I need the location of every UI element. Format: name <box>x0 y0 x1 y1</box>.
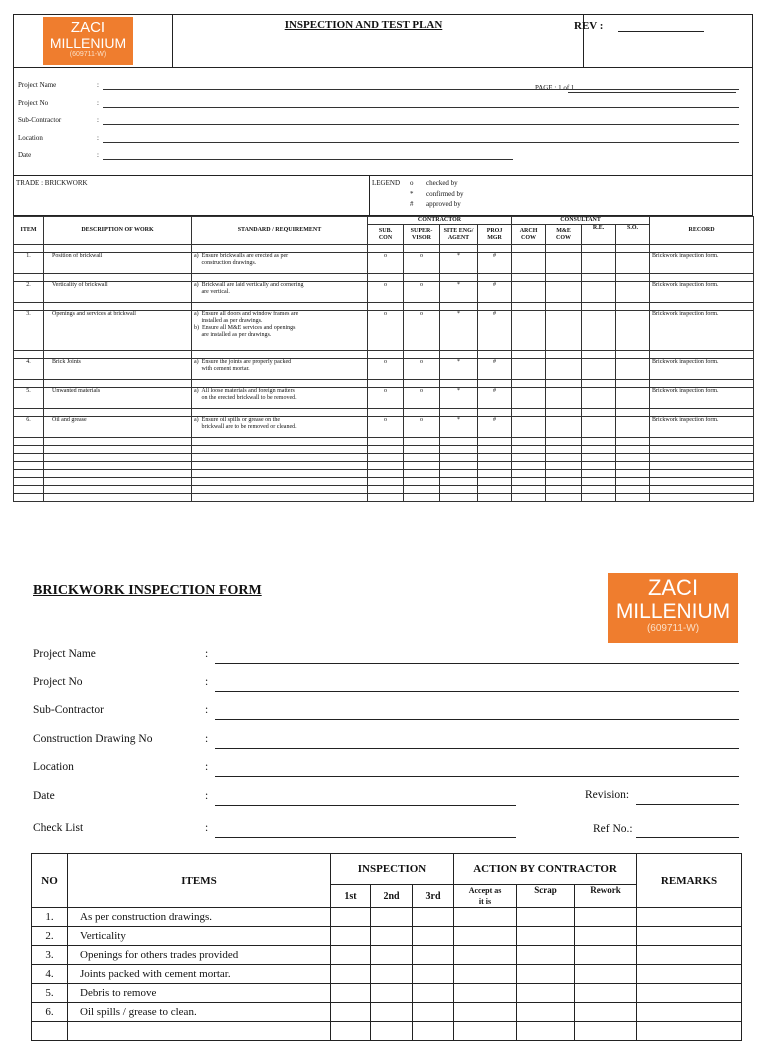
itp-field-label: Sub-Contractor <box>18 116 62 124</box>
standard-line: with cement mortar. <box>194 366 250 372</box>
approval-mark: o <box>368 282 404 303</box>
itp-legend-label: LEGEND <box>372 179 400 187</box>
item-record: Brickwork inspection form. <box>650 388 754 409</box>
checklist-cell[interactable] <box>517 984 575 1003</box>
checklist-cell[interactable] <box>413 965 454 984</box>
approval-mark: * <box>440 311 478 351</box>
legend-symbol: o <box>410 179 414 187</box>
approval-mark: * <box>440 388 478 409</box>
table-row <box>14 494 754 502</box>
approval-mark: o <box>404 417 440 438</box>
checklist-item: As per construction drawings. <box>68 908 331 927</box>
col-standard: STANDARD / REQUIREMENT <box>192 217 368 245</box>
checklist-cell[interactable] <box>575 946 637 965</box>
approval-mark: o <box>404 388 440 409</box>
item-standard <box>192 388 368 409</box>
table-row <box>14 478 754 486</box>
logo-line-3: (609711-W) <box>646 623 700 634</box>
checklist-cell[interactable] <box>331 946 371 965</box>
consultant-cell[interactable] <box>616 311 650 351</box>
checklist-cell[interactable] <box>637 965 742 984</box>
table-row <box>32 984 742 1003</box>
itp-field-label: Project No <box>18 99 49 107</box>
table-row <box>14 470 754 478</box>
approval-mark: o <box>368 417 404 438</box>
table-row <box>32 1003 742 1022</box>
consultant-cell[interactable] <box>616 282 650 303</box>
legend-symbol: * <box>410 190 414 198</box>
itp-field-input[interactable] <box>103 159 513 160</box>
item-description: Oil and grease <box>44 417 192 438</box>
approval-mark: o <box>404 253 440 274</box>
checklist-cell[interactable] <box>517 1003 575 1022</box>
table-row <box>14 454 754 462</box>
checklist-cell[interactable] <box>637 1003 742 1022</box>
form-field-label: Sub-Contractor <box>33 704 104 716</box>
col-record: RECORD <box>650 217 754 245</box>
consultant-cell[interactable] <box>512 253 546 274</box>
itp-trade-box <box>13 176 753 216</box>
item-record: Brickwork inspection form. <box>650 417 754 438</box>
table-row <box>32 1022 742 1041</box>
checklist-cell[interactable] <box>413 1003 454 1022</box>
consultant-cell[interactable] <box>546 253 582 274</box>
form-field-colon: : <box>205 704 209 716</box>
standard-line: on the erected brickwall to be removed. <box>194 395 297 401</box>
table-row <box>14 409 754 417</box>
checklist-cell[interactable] <box>575 1003 637 1022</box>
item-description: Openings and services at brickwall <box>44 311 192 351</box>
standard-line: a) Ensure the joints are properly packed <box>194 359 292 365</box>
table-row <box>14 253 754 274</box>
legend-symbol: # <box>410 200 414 208</box>
itp-title: INSPECTION AND TEST PLAN <box>284 19 443 31</box>
checklist-cell[interactable] <box>454 965 517 984</box>
item-standard <box>192 417 368 438</box>
col-no: NO <box>32 854 68 908</box>
checklist-cell[interactable] <box>575 965 637 984</box>
checklist-cell[interactable] <box>517 927 575 946</box>
form-field-input[interactable] <box>215 719 739 720</box>
checklist-cell[interactable] <box>517 946 575 965</box>
checklist-number: 3. <box>32 946 68 965</box>
checklist-cell[interactable] <box>637 946 742 965</box>
logo-line-1: ZACI <box>70 19 106 36</box>
approval-mark: * <box>440 359 478 380</box>
table-row <box>14 438 754 446</box>
col-action: ACTION BY CONTRACTOR <box>454 854 637 885</box>
checklist-cell[interactable] <box>413 927 454 946</box>
checklist-cell[interactable] <box>517 965 575 984</box>
approval-mark: * <box>440 253 478 274</box>
item-record: Brickwork inspection form. <box>650 359 754 380</box>
checklist-cell[interactable] <box>575 908 637 927</box>
checklist-cell[interactable] <box>331 1003 371 1022</box>
consultant-cell[interactable] <box>546 417 582 438</box>
checklist-item: Oil spills / grease to clean. <box>68 1003 331 1022</box>
revision-label: Revision: <box>585 789 630 801</box>
item-record: Brickwork inspection form. <box>650 253 754 274</box>
checklist-cell[interactable] <box>575 984 637 1003</box>
itp-field-input[interactable] <box>103 124 739 125</box>
form-field-input[interactable] <box>215 691 739 692</box>
standard-line: brickwall are to be removed or cleaned. <box>194 424 297 430</box>
approval-mark: # <box>478 253 512 274</box>
table-row <box>14 359 754 380</box>
checklist-cell[interactable] <box>454 1003 517 1022</box>
checklist-cell[interactable] <box>331 965 371 984</box>
item-number: 1. <box>14 253 44 274</box>
consultant-cell[interactable] <box>582 359 616 380</box>
approval-mark: # <box>478 282 512 303</box>
form-field-input[interactable] <box>215 776 739 777</box>
form-field-colon: : <box>205 822 209 834</box>
form-field-colon: : <box>205 761 209 773</box>
checklist-number: 4. <box>32 965 68 984</box>
col-1st: 1st <box>331 885 371 908</box>
approval-mark: * <box>440 417 478 438</box>
consultant-cell[interactable] <box>582 388 616 409</box>
approval-mark: o <box>404 311 440 351</box>
checklist-cell[interactable] <box>413 946 454 965</box>
col-rework: Rework <box>575 885 637 908</box>
item-number: 6. <box>14 417 44 438</box>
col-accept: Accept as it is <box>454 885 517 908</box>
form-field-label: Project No <box>33 676 83 688</box>
consultant-cell[interactable] <box>512 417 546 438</box>
item-standard <box>192 359 368 380</box>
item-record: Brickwork inspection form. <box>650 311 754 351</box>
table-row <box>14 245 754 253</box>
item-number: 2. <box>14 282 44 303</box>
legend-text: approved by <box>426 200 461 208</box>
col-arch: ARCH COW <box>512 225 546 245</box>
item-number: 5. <box>14 388 44 409</box>
standard-line: b) Ensure all M&E services and openings <box>194 325 296 331</box>
form-field-label: Location <box>33 761 74 773</box>
itp-rev-field[interactable] <box>618 31 704 32</box>
logo-line-3: (609711-W) <box>69 51 107 58</box>
itp-field-input[interactable] <box>103 89 739 90</box>
itp-table <box>13 216 754 502</box>
col-item: ITEM <box>14 217 44 245</box>
consultant-cell[interactable] <box>582 253 616 274</box>
consultant-cell[interactable] <box>616 359 650 380</box>
checklist-cell[interactable] <box>637 908 742 927</box>
consultant-cell[interactable] <box>616 388 650 409</box>
itp-field-label: Date <box>18 151 32 159</box>
form-field-input[interactable] <box>215 805 516 806</box>
col-proj-mgr: PROJ MGR <box>478 225 512 245</box>
col-contractor: CONTRACTOR <box>368 217 512 225</box>
consultant-cell[interactable] <box>582 282 616 303</box>
form-field-colon: : <box>205 676 209 688</box>
itp-trade: TRADE : BRICKWORK <box>16 179 88 187</box>
form-field-label: Date <box>33 790 55 802</box>
checklist-number: 5. <box>32 984 68 1003</box>
table-row <box>14 311 754 351</box>
legend-text: confirmed by <box>426 190 464 198</box>
item-number: 4. <box>14 359 44 380</box>
item-standard <box>192 282 368 303</box>
item-standard <box>192 253 368 274</box>
approval-mark: o <box>368 359 404 380</box>
ref-no-field[interactable] <box>636 837 739 838</box>
checklist-cell[interactable] <box>413 984 454 1003</box>
table-row <box>14 274 754 282</box>
checklist-cell[interactable] <box>371 927 413 946</box>
item-record: Brickwork inspection form. <box>650 282 754 303</box>
checklist-cell[interactable] <box>371 946 413 965</box>
form-field-label: Project Name <box>33 648 96 660</box>
itp-field-colon: : <box>97 116 99 124</box>
standard-line: a) Brickwall are laid vertically and cornering <box>194 282 304 288</box>
standard-line: a) Ensure all doors and window frames are <box>194 311 299 317</box>
col-site-eng: SITE ENG/ AGENT <box>440 225 478 245</box>
logo-line-1: ZACI <box>647 575 699 600</box>
checklist-cell[interactable] <box>454 946 517 965</box>
approval-mark: # <box>478 417 512 438</box>
ref-no-label: Ref No.: <box>593 823 633 835</box>
col-description: DESCRIPTION OF WORK <box>44 217 192 245</box>
approval-mark: o <box>368 253 404 274</box>
itp-field-label: Location <box>18 134 43 142</box>
logo-line-2: MILLENIUM <box>615 600 731 623</box>
form-field-input[interactable] <box>215 837 516 838</box>
table-row <box>32 927 742 946</box>
checklist-cell[interactable] <box>413 908 454 927</box>
form-field-input[interactable] <box>215 663 739 664</box>
form-title: BRICKWORK INSPECTION FORM <box>33 583 262 598</box>
form-checklist-table <box>31 853 742 1041</box>
item-description: Unwanted materials <box>44 388 192 409</box>
consultant-cell[interactable] <box>546 359 582 380</box>
col-items: ITEMS <box>68 854 331 908</box>
table-row <box>14 303 754 311</box>
consultant-cell[interactable] <box>546 311 582 351</box>
checklist-item: Openings for others trades provided <box>68 946 331 965</box>
table-row <box>14 351 754 359</box>
table-row <box>32 908 742 927</box>
col-inspection: INSPECTION <box>331 854 454 885</box>
standard-line: a) Ensure oil spills or grease on the <box>194 417 280 423</box>
checklist-cell[interactable] <box>331 927 371 946</box>
col-me: M&E COW <box>546 225 582 245</box>
checklist-cell[interactable] <box>637 927 742 946</box>
form-field-colon: : <box>205 733 209 745</box>
legend-text: checked by <box>426 179 458 187</box>
itp-field-colon: : <box>97 134 99 142</box>
table-row <box>14 380 754 388</box>
checklist-number: 6. <box>32 1003 68 1022</box>
consultant-cell[interactable] <box>616 253 650 274</box>
col-re: R.E. <box>582 225 616 245</box>
itp-rev-label: REV : <box>574 20 604 32</box>
checklist-cell[interactable] <box>637 984 742 1003</box>
col-supervisor: SUPER- VISOR <box>404 225 440 245</box>
checklist-cell[interactable] <box>371 984 413 1003</box>
item-description: Verticality of brickwall <box>44 282 192 303</box>
standard-line: are vertical. <box>194 289 230 295</box>
table-row <box>32 965 742 984</box>
checklist-item: Debris to remove <box>68 984 331 1003</box>
checklist-item: Verticality <box>68 927 331 946</box>
consultant-cell[interactable] <box>512 282 546 303</box>
col-scrap: Scrap <box>517 885 575 908</box>
checklist-cell[interactable] <box>454 908 517 927</box>
consultant-cell[interactable] <box>546 282 582 303</box>
itp-page-underline <box>568 92 736 93</box>
consultant-cell[interactable] <box>546 388 582 409</box>
table-row <box>14 486 754 494</box>
standard-line: a) Ensure brickwalls are erected as per <box>194 253 289 259</box>
itp-field-colon: : <box>97 81 99 89</box>
consultant-cell[interactable] <box>512 388 546 409</box>
consultant-cell[interactable] <box>512 311 546 351</box>
approval-mark: # <box>478 388 512 409</box>
col-so: S.O. <box>616 225 650 245</box>
standard-line: construction drawings. <box>194 260 257 266</box>
consultant-cell[interactable] <box>616 417 650 438</box>
consultant-cell[interactable] <box>582 417 616 438</box>
item-description: Position of brickwall <box>44 253 192 274</box>
approval-mark: o <box>368 311 404 351</box>
item-standard <box>192 311 368 351</box>
itp-field-colon: : <box>97 151 99 159</box>
table-row <box>14 417 754 438</box>
col-consultant: CONSULTANT <box>512 217 650 225</box>
form-field-label: Construction Drawing No <box>33 733 153 745</box>
consultant-cell[interactable] <box>582 311 616 351</box>
consultant-cell[interactable] <box>512 359 546 380</box>
form-field-colon: : <box>205 790 209 802</box>
checklist-item: Joints packed with cement mortar. <box>68 965 331 984</box>
col-remarks: REMARKS <box>637 854 742 908</box>
form-field-colon: : <box>205 648 209 660</box>
approval-mark: * <box>440 282 478 303</box>
checklist-number: 1. <box>32 908 68 927</box>
itp-field-label: Project Name <box>18 81 57 89</box>
checklist-cell[interactable] <box>371 908 413 927</box>
checklist-cell[interactable] <box>454 984 517 1003</box>
checklist-cell[interactable] <box>454 927 517 946</box>
standard-line: are installed as per drawings. <box>194 332 272 338</box>
table-row <box>14 388 754 409</box>
approval-mark: # <box>478 311 512 351</box>
table-row <box>14 282 754 303</box>
table-row <box>14 462 754 470</box>
checklist-cell[interactable] <box>331 984 371 1003</box>
form-field-input[interactable] <box>215 748 739 749</box>
company-logo-form <box>608 573 738 643</box>
form-field-label: Check List <box>33 822 84 834</box>
col-sub-con: SUB. CON <box>368 225 404 245</box>
standard-line: a) All loose materials and foreign matters <box>194 388 295 394</box>
checklist-cell[interactable] <box>371 1003 413 1022</box>
item-number: 3. <box>14 311 44 351</box>
checklist-cell[interactable] <box>575 927 637 946</box>
logo-line-2: MILLENIUM <box>49 35 127 51</box>
approval-mark: o <box>368 388 404 409</box>
itp-field-input[interactable] <box>103 142 739 143</box>
checklist-number: 2. <box>32 927 68 946</box>
table-row <box>32 946 742 965</box>
approval-mark: # <box>478 359 512 380</box>
table-row <box>14 446 754 454</box>
checklist-cell[interactable] <box>517 908 575 927</box>
checklist-cell[interactable] <box>331 908 371 927</box>
item-description: Brick Joints <box>44 359 192 380</box>
approval-mark: o <box>404 359 440 380</box>
itp-field-input[interactable] <box>103 107 739 108</box>
revision-field[interactable] <box>636 804 739 805</box>
checklist-cell[interactable] <box>371 965 413 984</box>
company-logo <box>43 17 133 65</box>
itp-page-number: PAGE : 1 of 1 <box>535 84 575 92</box>
itp-field-colon: : <box>97 99 99 107</box>
col-3rd: 3rd <box>413 885 454 908</box>
approval-mark: o <box>404 282 440 303</box>
standard-line: installed as per drawings. <box>194 318 263 324</box>
col-2nd: 2nd <box>371 885 413 908</box>
